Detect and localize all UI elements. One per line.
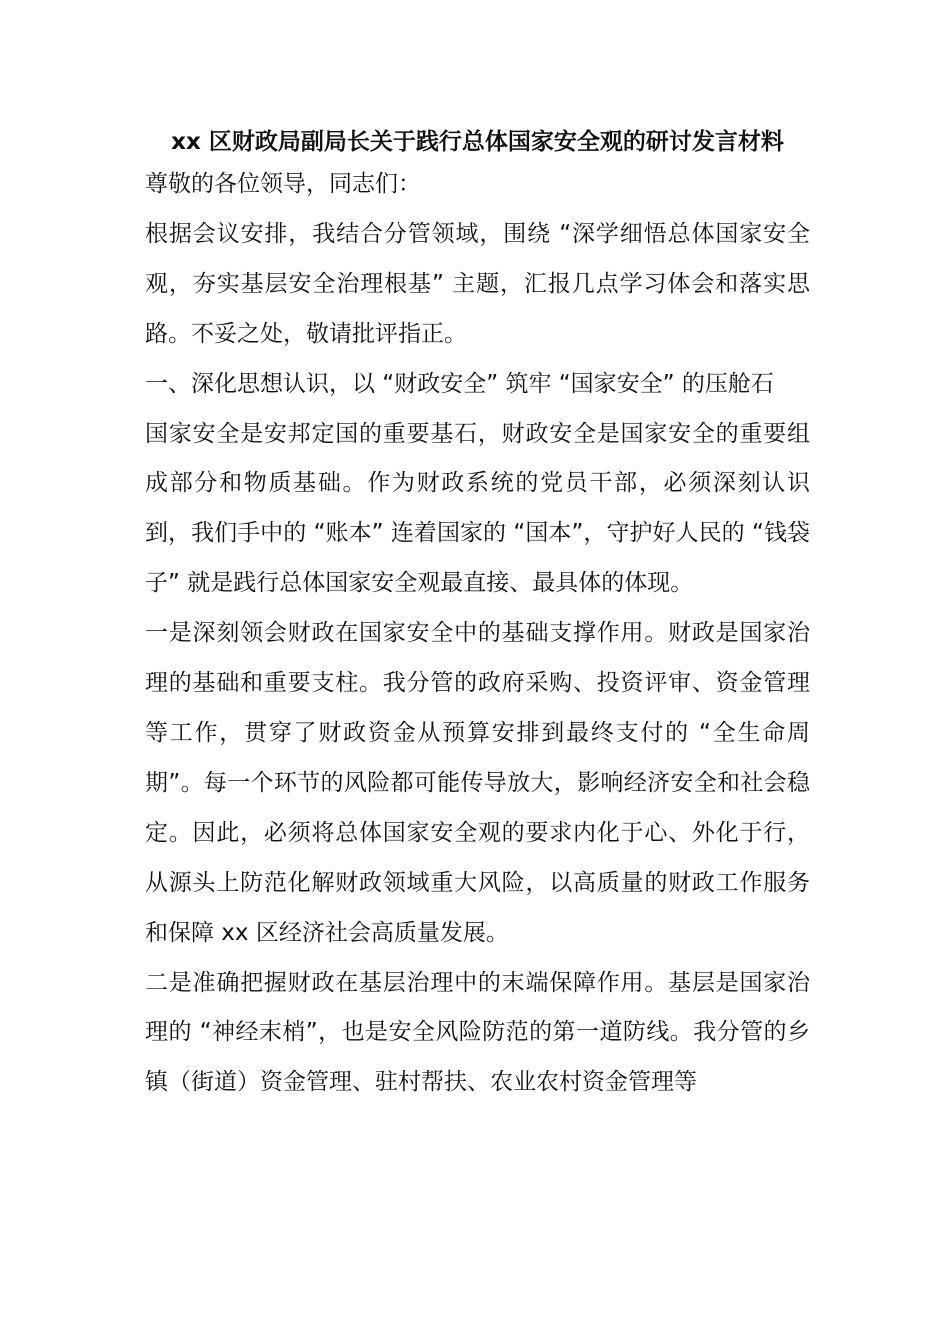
document-title: xx 区财政局副局长关于践行总体国家安全观的研讨发言材料 — [171, 129, 784, 155]
body-paragraph: 一是深刻领会财政在国家安全中的基础支撑作用。财政是国家治理的基础和重要支柱。我分管的政府采购、投资评审、资金管理等工作，贯穿了财政资金从预算安排到最终支付的 “全生命周期”。每一个环节的风险都可能传导放大，影响经济安全和社会稳定。因此，必须将总体国家安全观的要求内化于心、外化于行，从源头上防范化解财政领域重大风险，以高质量的财政工作服务和保障 xx 区经济社会高质量发展。 — [145, 620, 810, 946]
body-paragraph: 二是准确把握财政在基层治理中的末端保障作用。基层是国家治理的 “神经末梢”，也是安全风险防范的第一道防线。我分管的乡镇（街道）资金管理、驻村帮扶、农业农村资金管理等 — [145, 969, 810, 1096]
document-body — [145, 160, 810, 1108]
body-paragraph: 国家安全是安邦定国的重要基石，财政安全是国家安全的重要组成部分和物质基础。作为财政系统的党员干部，必须深刻认识到，我们手中的 “账本” 连着国家的 “国本”，守护好人民的 “钱袋子” 就是践行总体国家安全观最直接、最具体的体现。 — [145, 420, 810, 597]
salutation-paragraph: 尊敬的各位领导，同志们： — [145, 171, 421, 197]
intro-paragraph: 根据会议安排，我结合分管领域，围绕 “深学细悟总体国家安全观，夯实基层安全治理根基” 主题，汇报几点学习体会和落实思路。不妥之处，敬请批评指正。 — [145, 220, 810, 347]
section-heading-1: 一、深化思想认识，以 “财政安全” 筑牢 “国家安全” 的压舱石 — [145, 370, 774, 397]
